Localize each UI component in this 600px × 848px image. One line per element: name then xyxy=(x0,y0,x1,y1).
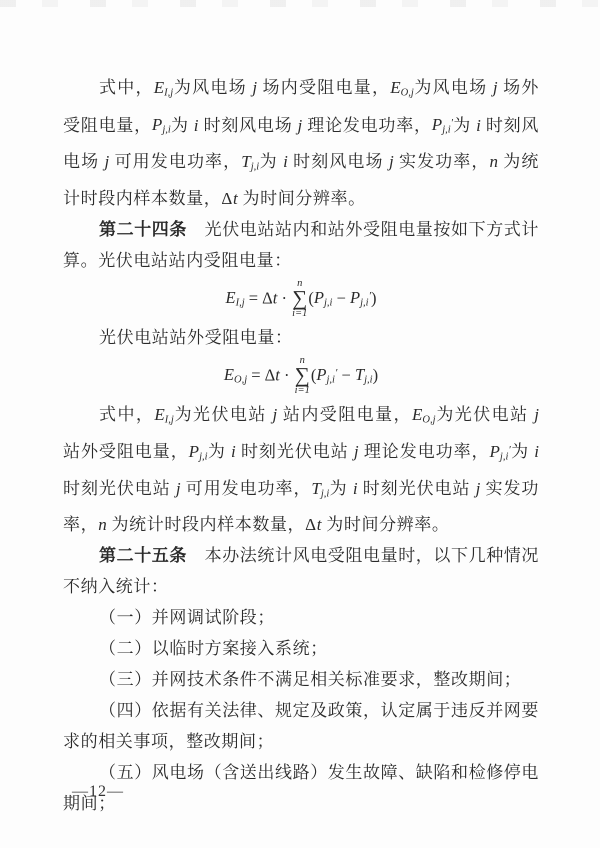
paragraph-article-24: 第二十四条 光伏电站站内和站外受阻电量按如下方式计算。光伏电站站内受阻电量： xyxy=(63,219,539,270)
summation-symbol: n ∑ i=1 xyxy=(292,277,308,320)
list-item-1: （一）并网调试阶段； xyxy=(99,608,275,628)
summation-symbol: n ∑ i=1 xyxy=(294,354,310,397)
list-item-2: （二）以临时方案接入系统； xyxy=(99,639,328,659)
page-number: —12— xyxy=(72,783,124,800)
page-content xyxy=(63,72,539,819)
list-item-5: （五）风电场（含送出线路）发生故障、缺陷和检修停电期间； xyxy=(63,763,539,814)
paragraph-wind-formula-variables: 式中，$E_{I,j}$为风电场 j 场内受阻电量，$E_{O,j}$为风电场 j 场外受阻电量，$P_{j,i}$为 i 时刻风电场 j 理论发电功率，$P_{j,i}'$为 i 时刻风电场 j 可用发电功率，$T_{j,i}$为 i 时刻风电场 j 实发功率，n 为统计时段内样本数量，Δt 为时间分辨率。 xyxy=(63,78,540,208)
list-item-3: （三）并网技术条件不满足相关标准要求，整改期间； xyxy=(99,670,522,690)
scan-artifact-top-edge xyxy=(0,0,600,7)
formula-pv-external-curtailment: $E_{O,j} = \Delta t$ · n ∑ i=1 $(P_{j,i}' - T_{j,i})$ xyxy=(223,354,379,397)
list-item-4: （四）依据有关法律、规定及政策，认定属于违反并网要求的相关事项，整改期间； xyxy=(63,701,539,752)
paragraph-pv-external-label: 光伏电站站外受阻电量： xyxy=(99,327,293,347)
formula-pv-internal-curtailment: $E_{I,j} = \Delta t$ · n ∑ i=1 $(P_{j,i} - P_{j,i}')$ xyxy=(225,277,377,320)
paragraph-pv-formula-variables: 式中，$E_{I,j}$为光伏电站 j 站内受阻电量，$E_{O,j}$为光伏电站 j 站外受阻电量，$P_{j,i}$为 i 时刻光伏电站 j 理论发电功率，$P_{j,i}'$为 i 时刻光伏电站 j 可用发电功率，$T_{j,i}$为 i 时刻光伏电站 j 实发功率，n 为统计时段内样本数量，Δt 为时间分辨率。 xyxy=(63,404,540,535)
paragraph-article-25: 第二十五条 本办法统计风电受阻电量时，以下几种情况不纳入统计： xyxy=(63,546,539,597)
